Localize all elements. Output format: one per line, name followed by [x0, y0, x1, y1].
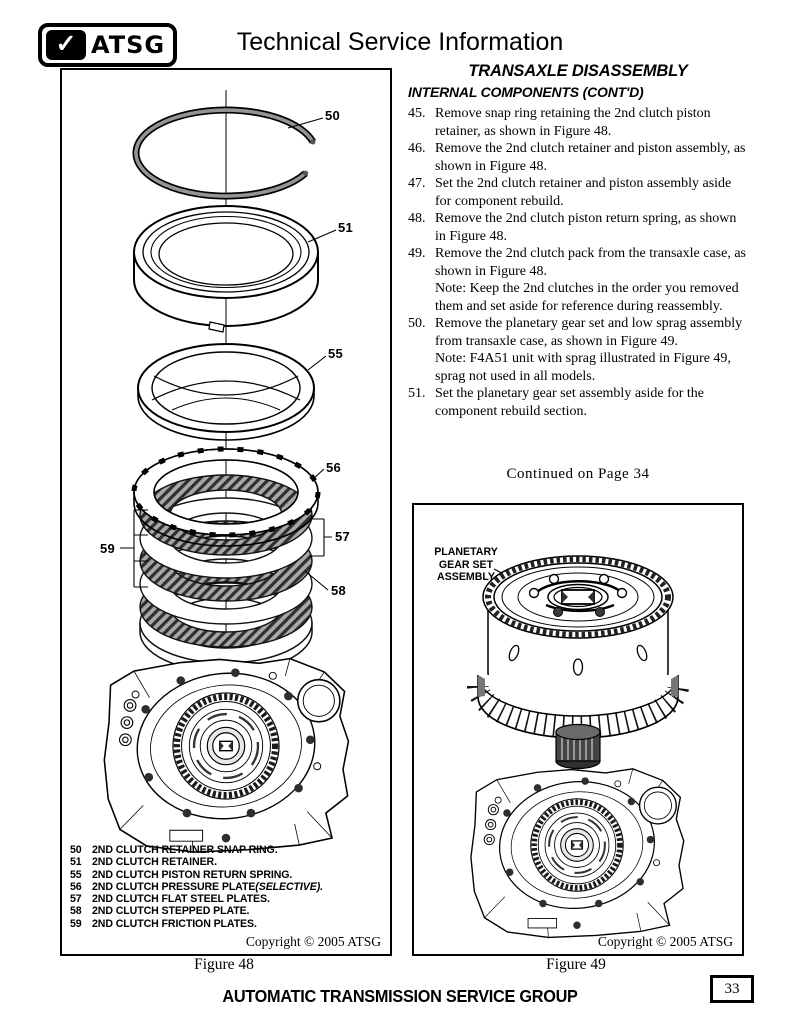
callout-58: 58: [331, 583, 347, 598]
continued-note: Continued on Page 34: [506, 466, 650, 482]
legend-item: 50 2ND CLUTCH RETAINER SNAP RING.: [70, 844, 278, 856]
legend-item: 57 2ND CLUTCH FLAT STEEL PLATES.: [70, 893, 270, 906]
step-item: 50. Remove the planetary gear set and low sprag assembly from transaxle case, as shown in Figure 49. Note: F4A51 unit with sprag illustrated in Figure 49, sprag not used in all models.: [408, 315, 748, 385]
section-title: TRANSAXLE DISASSEMBLY: [468, 62, 688, 80]
figure-48-box: [60, 68, 392, 956]
planetary-assembly: [478, 556, 678, 769]
step-item: 48. Remove the 2nd clutch piston return spring, as shown in Figure 48.: [408, 211, 737, 244]
legend-item: 59 2ND CLUTCH FRICTION PLATES.: [70, 917, 257, 930]
step-item: 49. Remove the 2nd clutch pack from the transaxle case, as shown in Figure 48. Note: Keep the 2nd clutches in the order you removed them and set aside for reference during reassembly.: [408, 246, 746, 314]
legend-item: 56 2ND CLUTCH PRESSURE PLATE (SELECTIVE).: [70, 880, 323, 893]
callout-57: 57: [335, 529, 351, 544]
atsg-logo-text: ATSG: [91, 31, 166, 59]
page-title: Technical Service Information: [236, 28, 564, 56]
subsection-title: INTERNAL COMPONENTS (CONT'D): [408, 84, 644, 100]
instructions-column: [408, 62, 748, 420]
atsg-check-icon: ✓: [46, 30, 86, 60]
return-spring-drawing: [138, 344, 314, 440]
step-item: 45. Remove snap ring retaining the 2nd clutch piston retainer, as shown in Figure 48.: [408, 106, 711, 139]
copyright-notice: Copyright © 2005 ATSG: [245, 934, 381, 949]
page-number: 33: [710, 975, 754, 1003]
legend-item: 51 2ND CLUTCH RETAINER.: [70, 856, 217, 869]
figure-48-caption: Figure 48: [194, 956, 254, 973]
planetary-label: PLANETARY GEAR SET ASSEMBLY: [434, 546, 498, 583]
step-item: 51. Set the planetary gear set assembly aside for the component rebuild section.: [408, 386, 705, 419]
callout-51: 51: [338, 220, 354, 235]
figure-49-caption: Figure 49: [546, 956, 606, 973]
legend-item: 55 2ND CLUTCH PISTON RETURN SPRING.: [70, 868, 293, 881]
step-item: 46. Remove the 2nd clutch retainer and piston assembly, as shown in Figure 48.: [408, 141, 746, 174]
step-item: 47. Set the 2nd clutch retainer and piston assembly aside for component rebuild.: [408, 176, 732, 209]
callout-55: 55: [328, 346, 344, 361]
step-note: Note: F4A51 unit with sprag illustrated in Figure 49, sprag not used in all models.: [435, 351, 731, 384]
figure-48-legend: [70, 844, 323, 930]
copyright-notice: Copyright © 2005 ATSG: [597, 934, 733, 949]
callout-50: 50: [325, 108, 341, 123]
clutch-exploded-drawing: [62, 70, 386, 950]
callout-59: 59: [100, 541, 116, 556]
callout-56: 56: [326, 460, 342, 475]
figure-49-box: [412, 503, 744, 956]
step-list: [408, 105, 748, 420]
legend-item: 58 2ND CLUTCH STEPPED PLATE.: [70, 905, 250, 918]
step-note: Note: Keep the 2nd clutches in the order you removed them and set aside for reference during reassembly.: [435, 281, 739, 314]
footer-org-name: AUTOMATIC TRANSMISSION SERVICE GROUP: [222, 986, 578, 1006]
